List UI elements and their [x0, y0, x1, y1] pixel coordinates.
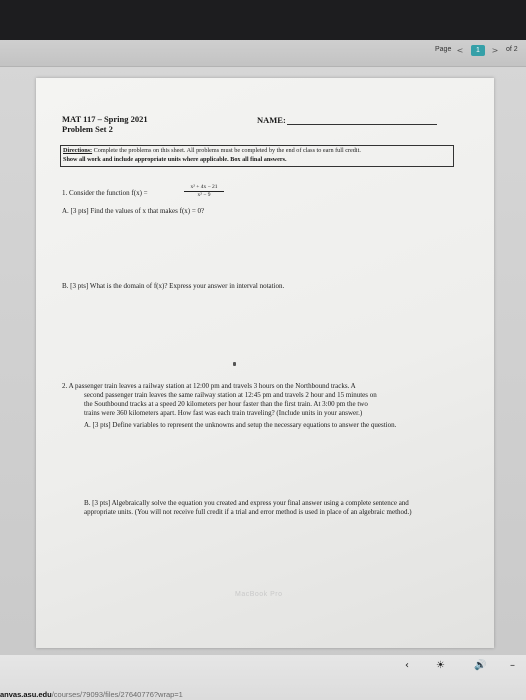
- viewer-toolbar: [0, 40, 526, 67]
- name-line: [287, 124, 437, 125]
- stray-mark: [233, 362, 236, 366]
- directions-heading: Directions:: [63, 147, 93, 154]
- question-2a: A. [3 pts] Define variables to represent the unknowns and setup the necessary equations to answer the question.: [84, 421, 397, 429]
- page-total: of 2: [506, 46, 518, 53]
- minus-icon[interactable]: –: [510, 660, 515, 671]
- fraction-numerator: x² + 4x − 21: [184, 184, 224, 192]
- function-fraction: [184, 184, 224, 199]
- fraction-denominator: x² − 9: [197, 192, 211, 198]
- page-label: Page: [435, 46, 452, 53]
- name-label: NAME:: [257, 115, 286, 125]
- prev-page-button[interactable]: <: [456, 46, 464, 55]
- laptop-brand-label: MacBook Pro: [235, 591, 283, 598]
- next-page-button[interactable]: >: [491, 46, 499, 55]
- question-2-line: second passenger train leaves the same railway station at 12:45 pm and travels 2 hour and 15 minutes on: [84, 391, 377, 399]
- question-2b-line: B. [3 pts] Algebraically solve the equation you created and express your final answer using a complete sentence and: [84, 499, 409, 507]
- volume-icon[interactable]: 🔊: [474, 660, 487, 671]
- status-url[interactable]: [0, 690, 183, 699]
- course-title: MAT 117 – Spring 2021: [62, 114, 148, 124]
- question-2-line: the Southbound tracks at a speed 20 kilometers per hour faster than the first train. At 3:00 pm the two: [84, 400, 368, 408]
- directions-emphasis: Show all work and include appropriate units where applicable. Box all final answers.: [63, 156, 287, 163]
- question-1b: B. [3 pts] What is the domain of f(x)? Express your answer in interval notation.: [62, 282, 285, 290]
- question-2-line: trains were 360 kilometers apart. How fast was each train traveling? (Include units in your answer.): [84, 409, 363, 417]
- question-1-stem: 1. Consider the function f(x) =: [62, 189, 148, 197]
- question-2b-line: appropriate units. (You will not receive full credit if a trial and error method is used in place of an algebraic method.): [84, 508, 412, 516]
- url-host: anvas.asu.edu: [0, 690, 52, 699]
- page-number-input[interactable]: 1: [471, 45, 485, 56]
- question-1a: A. [3 pts] Find the values of x that makes f(x) = 0?: [62, 207, 205, 215]
- brightness-icon[interactable]: ☀: [436, 660, 445, 671]
- top-bezel: [0, 0, 526, 40]
- directions-text: [63, 147, 361, 156]
- problem-set-title: Problem Set 2: [62, 124, 113, 134]
- directions-body: Complete the problems on this sheet. All problems must be completed by the end of class to earn full credit.: [92, 147, 361, 154]
- url-path: /courses/79093/files/27640776?wrap=1: [51, 690, 183, 699]
- question-2-line: 2. A passenger train leaves a railway station at 12:00 pm and travels 3 hours on the Northbound tracks. A: [62, 382, 356, 390]
- chevron-left-icon[interactable]: ‹: [405, 660, 409, 671]
